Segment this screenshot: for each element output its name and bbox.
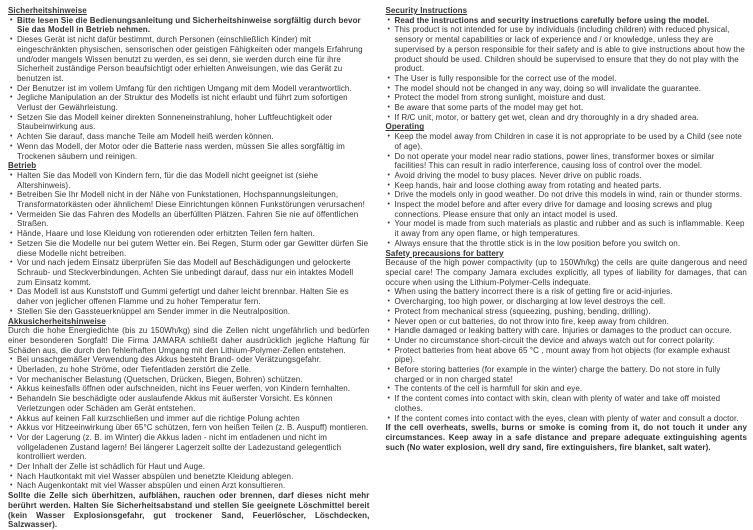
bullet-marker-icon: •: [10, 230, 13, 238]
bullet-marker-icon: •: [10, 239, 13, 247]
bullet-item: [386, 84, 748, 94]
bullet-text: Halten Sie das Modell von Kindern fern, für die das Modell nicht geeignet ist (siehe Altershinweis).: [17, 170, 319, 190]
bullet-marker-icon: •: [10, 113, 13, 121]
bullet-text: Handle damaged or leaking battery with care. Injuries or damages to the product can occure.: [394, 326, 732, 336]
bullet-item: [386, 239, 748, 249]
bullet-marker-icon: •: [387, 220, 391, 228]
bullet-item: [8, 365, 370, 375]
bullet-item: [8, 132, 370, 142]
bullet-marker-icon: •: [387, 288, 391, 296]
bullet-marker-icon: •: [10, 482, 13, 490]
bullet-item: [386, 171, 748, 181]
bullet-item: [8, 472, 370, 482]
bullet-text: Drive the models only in good weather. Do not drive this models in wind, rain or thunder storms.: [394, 190, 743, 200]
bullet-marker-icon: •: [387, 385, 391, 393]
bullet-item: [386, 384, 748, 394]
bullet-marker-icon: •: [387, 239, 391, 247]
bullet-item: [8, 93, 370, 112]
bullet-item: [386, 113, 748, 123]
bullet-text: Behandeln Sie beschädigte oder auslaufende Akkus mit äußerster Vorsicht. Es können Verletzungen oder Schäden am Gerät entstehen.: [17, 394, 333, 413]
bullet-text: Wenn das Modell, der Motor oder die Batterie nass werden, müssen Sie alles sorgfältig im Trockenen säubern und reinigen.: [17, 141, 345, 161]
bullet-text: Before storing batteries (for example in the winter) charge the battery. Do not store in fully charged or in non charged state!: [394, 365, 721, 384]
bullet-text: The contents of the cell is harmfull for skin and eye.: [394, 384, 583, 394]
bullet-text: Betreiben Sie Ihr Modell nicht in der Nähe von Funkstationen, Hochspannungsleitungen, Transformatorkästen oder ähnlichem! Diese Einrichtungen können Funkstörungen verursachen!: [17, 190, 365, 210]
bullet-marker-icon: •: [387, 152, 391, 160]
bullet-marker-icon: •: [387, 26, 391, 34]
bullet-marker-icon: •: [10, 472, 13, 480]
bullet-marker-icon: •: [387, 104, 391, 112]
bullet-item: [386, 25, 748, 74]
bullet-item: [386, 190, 748, 200]
bullet-marker-icon: •: [387, 327, 391, 335]
column-english: [386, 6, 748, 530]
bullet-item: [386, 16, 748, 26]
bullet-text: Bei unsachgemäßer Verwendung des Akkus besteht Brand- oder Verätzungsgefahr.: [17, 355, 322, 365]
bullet-marker-icon: •: [10, 133, 13, 141]
bullet-text: When using the battery incorrect there is a risk of getting fire or acid-injuries.: [394, 287, 673, 297]
bullet-marker-icon: •: [387, 307, 391, 315]
bullet-item: [386, 152, 748, 171]
bullet-text: Überladen, zu hohe Ströme, oder Tiefentladen zerstört die Zelle.: [17, 365, 252, 375]
bullet-text: Avoid driving the model to busy places. Never drive on public roads.: [394, 170, 642, 180]
bullet-marker-icon: •: [10, 94, 13, 102]
bullet-text: Bitte lesen Sie die Bedienungsanleitung und Sicherheitshinweise sorgfältig durch bevor Sie das Modell in Betrieb nehmen.: [17, 15, 361, 35]
bullet-text: Achten Sie darauf, dass manche Teile am Modell heiß werden können.: [17, 132, 274, 142]
bullet-text: Nach Hautkontakt mit viel Wasser abspülen und benetzte Kleidung ablegen.: [17, 471, 294, 481]
bullet-text: Akkus keinesfalls öffnen oder aufschneiden, nicht ins Feuer werfen, von Kindern fernhalten.: [17, 384, 351, 394]
bullet-marker-icon: •: [387, 191, 391, 199]
bullet-text: Setzen Sie die Modelle nur bei gutem Wetter ein. Bei Regen, Sturm oder gar Gewitter dürfen Sie diese Modelle nicht betreiben.: [17, 238, 369, 258]
section-heading: Betrieb: [8, 161, 37, 171]
bullet-item: [8, 113, 370, 132]
bullet-marker-icon: •: [387, 298, 391, 306]
bullet-text: Keep hands, hair and loose clothing away from rotating and heated parts.: [394, 180, 662, 190]
section-heading: Operating: [385, 122, 425, 132]
bullet-item: [386, 317, 748, 327]
bullet-item: [8, 16, 370, 35]
bullet-marker-icon: •: [387, 113, 391, 121]
bullet-marker-icon: •: [10, 142, 13, 150]
bullet-marker-icon: •: [10, 433, 13, 441]
bullet-marker-icon: •: [387, 336, 391, 344]
bullet-item: [8, 287, 370, 306]
bullet-marker-icon: •: [387, 84, 391, 92]
bullet-text: Protect the model from strong sunlight, moisture and dust.: [394, 93, 606, 103]
bullet-text: Akkus auf keinen Fall kurzschließen und immer auf die richtige Polung achten: [17, 413, 300, 423]
bullet-marker-icon: •: [10, 36, 13, 44]
bullet-item: [386, 365, 748, 384]
bullet-item: [8, 423, 370, 433]
bullet-item: [8, 394, 370, 413]
bullet-marker-icon: •: [10, 288, 13, 296]
bullet-text: Keep the model away from Children in case it is not appropriate to be used by a Child (see note of age).: [394, 132, 742, 151]
bullet-text: This product is not intended for use by individuals (including children) with reduced physical, sensory or mental capabilities or lack of experience and / or knowledge, unless they are supervised by a person responsible for their safety and is able to give instructions about how the product should be used. Children should be supervised to ensure that they do not play with the product.: [394, 25, 745, 74]
bullet-text: If R/C unit, motor, or battery get wet, clean and dry thoroughly in a dry shaded area.: [394, 112, 699, 122]
bullet-text: Setzen Sie das Modell keiner direkten Sonneneinstrahlung, hoher Luftfeuchtigkeit oder Staubeinwirkung aus.: [17, 112, 333, 132]
bullet-text: Never open or cut batteries, do not throw into fire, keep away from children.: [394, 316, 670, 326]
bullet-marker-icon: •: [387, 201, 391, 209]
bullet-text: Jegliche Manipulation an der Struktur des Modells ist nicht erlaubt und führt zum sofortigen Verlust der Gewährleistung.: [17, 93, 348, 113]
bullet-text: Der Inhalt der Zelle ist schädlich für Haut und Auge.: [17, 462, 206, 472]
bullet-marker-icon: •: [387, 366, 391, 374]
bullet-text: Be aware that some parts of the model may get hot.: [394, 103, 584, 113]
bullet-item: [8, 229, 370, 239]
bullet-item: [8, 35, 370, 84]
bullet-text: Read the instructions and security instructions carefully before using the model.: [394, 15, 710, 25]
bullet-text: Your model is made from such materials as plastic and rubber and as such is inflammable. Keep it away from any open flame, or high temperatures.: [394, 219, 745, 239]
bullet-item: [386, 297, 748, 307]
paragraph: If the cell overheats, swells, burns or smoke is coming from it, do not touch it under any circumstances. Keep away in a safe distance and prepare adequate extinguishing agents such (No water explosion, well dry sand, fire extinguishers, fire blanket, salt water).: [385, 423, 747, 452]
bullet-item: [8, 84, 370, 94]
bullet-marker-icon: •: [10, 395, 13, 403]
section-heading: Safety precausions for battery: [385, 248, 504, 258]
bullet-item: [386, 336, 748, 346]
bullet-item: [8, 375, 370, 385]
bullet-text: Do not operate your model near radio stations, power lines, transformer boxes or similar facilities! This can result in radio interference, causing loss of control over the model.: [394, 151, 715, 171]
bullet-item: [386, 394, 748, 413]
bullet-marker-icon: •: [10, 424, 13, 432]
bullet-marker-icon: •: [10, 414, 13, 422]
bullet-text: Vermeiden Sie das Fahren des Modells an überfüllten Plätzen. Fahren Sie nie auf öffentlichen Straßen.: [17, 209, 359, 229]
bullet-text: Overcharging, too high power, or discharging at low level destroys the cell.: [394, 297, 666, 307]
column-german: [8, 6, 370, 530]
bullet-item: [8, 190, 370, 209]
bullet-marker-icon: •: [10, 463, 13, 471]
section-heading: Sicherheitshinweise: [8, 6, 87, 15]
bullet-item: [8, 355, 370, 365]
bullet-item: [386, 219, 748, 238]
bullet-item: [8, 433, 370, 462]
bullet-text: Dieses Gerät ist nicht dafür bestimmt, durch Personen (einschließlich Kinder) mit eingeschränkten physischen, sensorischen oder geistigen Fähigkeiten oder mangels Erfahrung und/oder mangels Wissen benutzt zu werden, es sei denn, sie werden durch eine für ihre Sicherheit zuständige Person beaufsichtigt oder erhielten Anweisungen, wie das Gerät zu benutzen ist.: [17, 35, 363, 83]
bullet-text: Vor mechanischer Belastung (Quetschen, Drücken, Biegen, Bohren) schützen.: [17, 374, 303, 384]
bullet-item: [386, 307, 748, 317]
bullet-item: [386, 74, 748, 84]
bullet-item: [386, 326, 748, 336]
bullet-text: If the content comes into contact with skin, clean with plenty of water and take off moisted clothes.: [394, 394, 721, 413]
bullet-item: [8, 210, 370, 229]
bullet-item: [8, 258, 370, 287]
bullet-item: [386, 93, 748, 103]
section-heading: Akkusicherheitshinweise: [8, 316, 106, 326]
bullet-text: Always ensure that the throttle stick is in the low position before you switch on.: [394, 238, 681, 248]
bullet-item: [386, 132, 748, 151]
bullet-item: [386, 200, 748, 219]
bullet-text: The User is fully responsible for the correct use of the model.: [394, 73, 617, 83]
bullet-item: [8, 307, 370, 317]
bullet-text: Protect batteries from heat above 65 °C , mount away from hot objects (for example exhaust pipe).: [394, 345, 730, 365]
bullet-text: Hände, Haare und lose Kleidung von rotierenden oder erhitzten Teilen fern halten.: [17, 229, 315, 239]
bullet-text: Das Modell ist aus Kunststoff und Gummi gefertigt und daher leicht brennbar. Halten Sie es daher von jeglicher offenen Flamme und zu hoher Temperatur fern.: [17, 287, 349, 307]
bullet-marker-icon: •: [387, 94, 391, 102]
bullet-text: The model should not be changed in any way, doing so will invalidate the guarantee.: [394, 83, 702, 93]
paragraph: Durch die hohe Energiedichte (bis zu 150Wh/kg) sind die Zellen nicht ungefährlich und bedürfen einer besonderen Sorgfalt! Die Firma JAMARA schließt daher ausdrücklich jegliche Haftung für Schäden aus, die durch den fehlerhaften Umgang mit den Lithium-Polymer-Zellen entstehen.: [8, 326, 370, 355]
bullet-marker-icon: •: [10, 210, 13, 218]
bullet-item: [386, 287, 748, 297]
bullet-marker-icon: •: [387, 74, 391, 82]
paragraph: Sollte die Zelle sich überhitzen, aufblähen, rauchen oder brennen, darf dieses nicht mehr berührt werden. Halten Sie Sicherheitsabstand und stellen Sie geeignete Löschmittel bereit (kein Wasser Explosionsgefahr, gut trockener Sand, Feuerlöscher, Löschdecken, Salzwasser).: [8, 491, 370, 530]
bullet-text: Inspect the model before and after every drive for damage and loosing screws and plug connections. Please ensure that only an intact model is used.: [394, 200, 713, 219]
bullet-item: [386, 181, 748, 191]
bullet-marker-icon: •: [387, 171, 391, 179]
bullet-item: [8, 462, 370, 472]
bullet-marker-icon: •: [10, 16, 13, 24]
bullet-marker-icon: •: [387, 181, 391, 189]
bullet-marker-icon: •: [10, 366, 13, 374]
bullet-marker-icon: •: [10, 84, 13, 92]
bullet-marker-icon: •: [10, 259, 13, 267]
bullet-item: [386, 103, 748, 113]
bullet-item: [386, 346, 748, 365]
bullet-marker-icon: •: [387, 317, 391, 325]
bullet-text: Vor und nach jedem Einsatz überprüfen Sie das Modell auf Beschädigungen und gelockerte Schraub- und Steckverbindungen. Achten Sie unbedingt darauf, dass nur ein intaktes Modell zum Einsatz kommt.: [17, 258, 354, 287]
bullet-text: Stellen Sie den Gassteuerknüppel am Sender immer in die Neutralposition.: [17, 306, 291, 316]
bullet-marker-icon: •: [10, 385, 13, 393]
bullet-item: [8, 414, 370, 424]
bullet-marker-icon: •: [10, 307, 13, 315]
paragraph: Because of the high power compactivity (up to 150Wh/kg) the cells are quite dangerous and need special care! The company Jamara excludes explicitly, all types of liability for damages, that can occure when using the Lithium-Polymer-Cells indequate.: [385, 258, 747, 287]
bullet-text: Der Benutzer ist im vollem Umfang für den richtigen Umgang mit dem Modell verantwortlich.: [17, 83, 352, 93]
bullet-item: [8, 239, 370, 258]
bullet-marker-icon: •: [387, 16, 391, 24]
bullet-marker-icon: •: [10, 171, 13, 179]
bullet-text: Vor der Lagerung (z. B. im Winter) die Akkus laden - nicht im entladenen und nicht im vollgeladenen Zustand lagern! Bei längerer Lagerzeit sollte der Ladezustand gelegentlich kontrolliert werden.: [17, 432, 342, 462]
bullet-marker-icon: •: [10, 375, 13, 383]
bullet-text: If the content comes into contact with the eyes, clean with plenty of water and consult a doctor.: [394, 413, 739, 423]
bullet-marker-icon: •: [387, 414, 391, 422]
bullet-marker-icon: •: [387, 346, 391, 354]
bullet-text: Akkus vor Hitzeeinwirkung über 65°C schützen, fern von heißen Teilen (z. B. Auspuff) montieren.: [17, 423, 369, 433]
bullet-marker-icon: •: [10, 191, 13, 199]
bullet-item: [8, 481, 370, 491]
bullet-marker-icon: •: [10, 356, 13, 364]
bullet-item: [8, 142, 370, 161]
bullet-text: Protect from mechanical stress (squeezing, pushing, bending, drilling).: [394, 306, 651, 316]
section-heading: Security Instructions: [385, 6, 468, 15]
bullet-marker-icon: •: [387, 395, 391, 403]
bullet-text: Nach Augenkontakt mit viel Wasser abspülen und einen Arzt konsultieren.: [17, 481, 286, 491]
bullet-item: [386, 414, 748, 424]
bullet-item: [8, 384, 370, 394]
bullet-marker-icon: •: [387, 133, 391, 141]
bullet-text: Under no circumstance short-circuit the device and always watch out for correct polarity.: [394, 335, 715, 345]
bullet-item: [8, 171, 370, 190]
